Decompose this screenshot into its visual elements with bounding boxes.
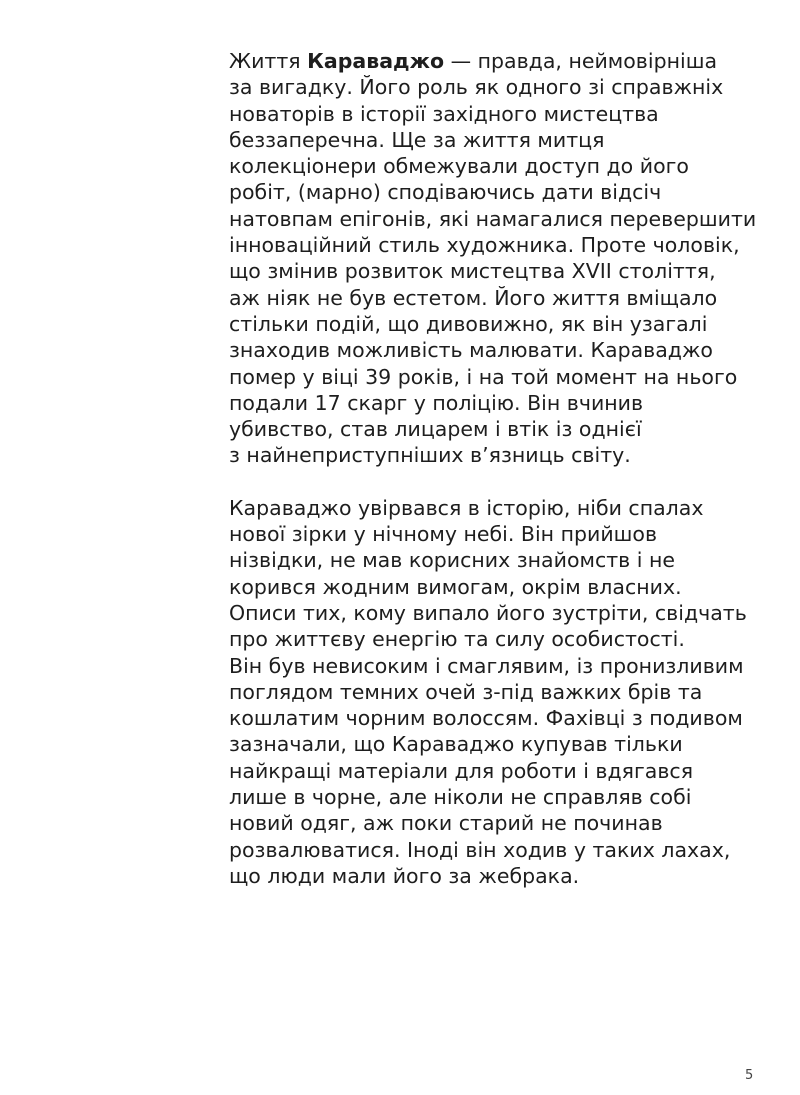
text-line: лише в чорне, але ніколи не справляв собі — [229, 785, 692, 810]
body-text — [229, 48, 789, 889]
text-line: кошлатим чорним волоссям. Фахівці з подивом — [229, 706, 743, 731]
intro-suffix: — правда, неймовірніша — [444, 49, 718, 73]
text-line: що люди мали його за жебрака. — [229, 863, 580, 888]
text-line: новаторів в історії західного мистецтва — [229, 101, 659, 126]
text-line: поглядом темних очей з-під важких брів та — [229, 679, 703, 704]
text-line: беззаперечна. Ще за життя митця — [229, 127, 605, 152]
intro-prefix: Життя — [229, 49, 308, 73]
text-line: зазначали, що Караваджо купував тільки — [229, 732, 683, 757]
text-line: колекціонери обмежували доступ до його — [229, 154, 689, 179]
text-line: натовпам епігонів, які намагалися перевершити — [229, 206, 757, 231]
text-line: інноваційний стиль художника. Проте чоловік, — [229, 233, 740, 258]
paragraph-1-line-1 — [229, 48, 789, 74]
text-line: розвалюватися. Іноді він ходив у таких лахах, — [229, 837, 731, 862]
text-line: знаходив можливість малювати. Караваджо — [229, 338, 713, 363]
text-line: нової зірки у нічному небі. Він прийшов — [229, 522, 658, 547]
text-line: нізвідки, не мав корисних знайомств і не — [229, 548, 675, 573]
text-line: що змінив розвиток мистецтва XVII століття, — [229, 259, 716, 284]
artist-name-bold: Караваджо — [307, 49, 445, 73]
text-line: новий одяг, аж поки старий не починав — [229, 811, 663, 836]
text-line: стільки подій, що дивовижно, як він узагалі — [229, 311, 708, 336]
text-line: аж ніяк не був естетом. Його життя вміщало — [229, 285, 718, 310]
text-line: убивство, став лицарем і втік із однієї — [229, 417, 642, 442]
text-line: найкращі матеріали для роботи і вдягався — [229, 758, 694, 783]
text-line: з найнеприступніших в’язниць світу. — [229, 443, 631, 468]
text-line: помер у віці 39 років, і на той момент на нього — [229, 364, 738, 389]
text-line: про життєву енергію та силу особистості. — [229, 627, 685, 652]
text-line: Він був невисоким і смаглявим, із пронизливим — [229, 653, 744, 678]
page-number: 5 — [745, 1068, 754, 1083]
paragraph-2 — [229, 495, 789, 889]
text-line: подали 17 скарг у поліцію. Він вчинив — [229, 390, 644, 415]
text-line: Описи тих, кому випало його зустріти, свідчать — [229, 600, 747, 625]
paragraph-1 — [229, 48, 789, 469]
text-line: Караваджо увірвався в історію, ніби спалах — [229, 495, 704, 520]
text-line: корився жодним вимогам, окрім власних. — [229, 574, 682, 599]
text-line: за вигадку. Його роль як одного зі справжніх — [229, 75, 724, 100]
text-line: робіт, (марно) сподіваючись дати відсіч — [229, 180, 662, 205]
